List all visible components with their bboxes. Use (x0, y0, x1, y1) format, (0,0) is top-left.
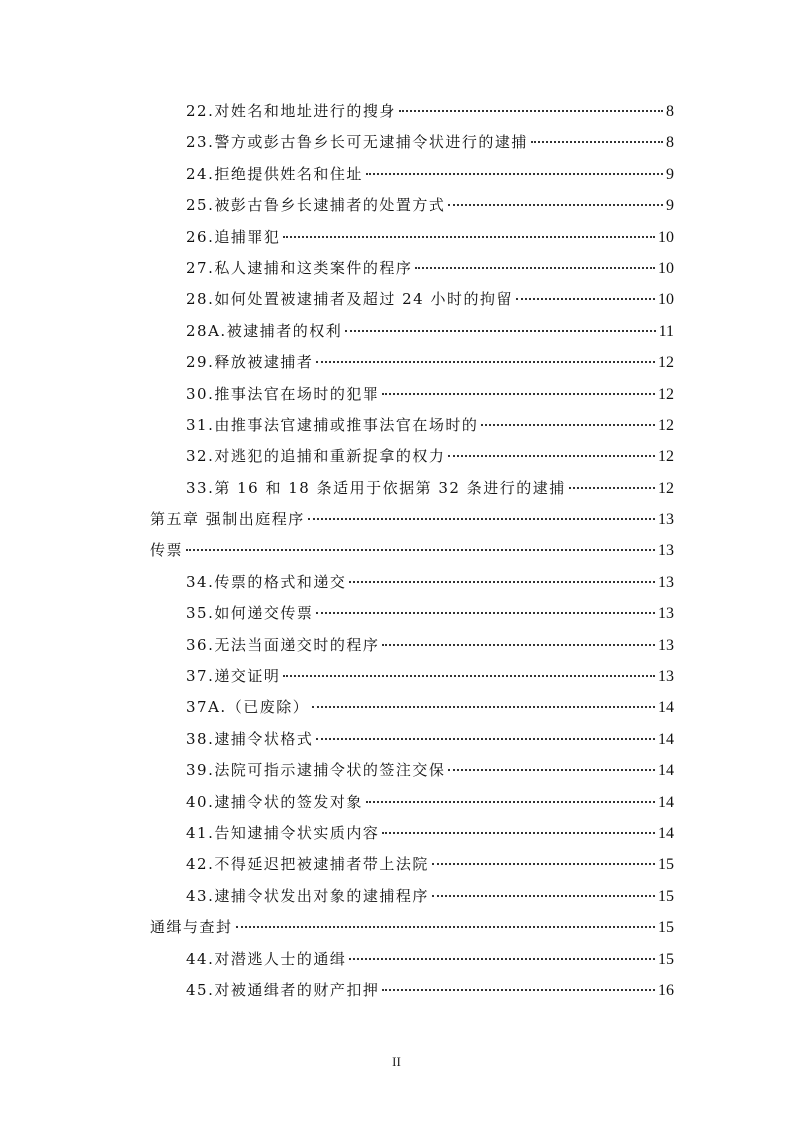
dot-leader (382, 643, 655, 646)
dot-leader (448, 203, 663, 206)
toc-entry[interactable] (150, 379, 674, 410)
dot-leader (569, 486, 655, 489)
toc-entry[interactable] (150, 441, 674, 472)
toc-entry-page: 13 (658, 542, 674, 560)
toc-entry-page: 13 (658, 573, 674, 591)
dot-leader (415, 266, 655, 269)
toc-entry-page: 8 (666, 134, 674, 152)
toc-entry-page: 14 (658, 730, 674, 748)
toc-entry[interactable] (150, 284, 674, 315)
toc-entry-page: 13 (658, 636, 674, 654)
toc-entry-title: 43.逮捕令状发出对象的逮捕程序 (186, 886, 429, 905)
toc-entry[interactable] (150, 630, 674, 661)
dot-leader (316, 611, 655, 614)
toc-entry[interactable] (150, 190, 674, 221)
dot-leader (366, 172, 663, 175)
dot-leader (316, 360, 655, 363)
dot-leader (345, 329, 655, 332)
toc-entry[interactable] (150, 222, 674, 253)
toc-entry-page: 12 (658, 448, 674, 466)
toc-entry-page: 15 (658, 856, 674, 874)
toc-entry-page: 14 (658, 762, 674, 780)
toc-entry-page: 10 (658, 291, 674, 309)
toc-entry-title: 22.对姓名和地址进行的搜身 (186, 102, 396, 120)
toc-entry-page: 15 (658, 887, 674, 905)
toc-entry-title: 29.释放被逮捕者 (186, 353, 314, 372)
toc-entry-title: 44.对潜逃人士的通缉 (186, 949, 347, 968)
toc-entry[interactable] (150, 724, 674, 755)
dot-leader (308, 517, 655, 520)
dot-leader (448, 768, 655, 771)
dot-leader (316, 737, 655, 740)
toc-entry-page: 13 (658, 511, 674, 529)
dot-leader (382, 988, 655, 991)
toc-entry-title: 23.警方或彭古鲁乡长可无逮捕令状进行的逮捕 (186, 133, 528, 152)
toc-entry-page: 9 (666, 165, 674, 183)
toc-entry-title: 36.无法当面递交时的程序 (186, 635, 380, 654)
toc-entry-page: 8 (666, 103, 674, 120)
toc-entry-title: 45.对被通缉者的财产扣押 (186, 980, 380, 999)
toc-entry[interactable] (150, 787, 674, 818)
dot-leader (531, 140, 663, 143)
toc-entry-title: 42.不得延迟把被逮捕者带上法院 (186, 855, 429, 874)
toc-entry-page: 10 (658, 228, 674, 246)
toc-entry-page: 14 (658, 699, 674, 717)
toc-entry[interactable] (150, 755, 674, 786)
dot-leader (432, 894, 655, 897)
toc-entry-title: 38.逮捕令状格式 (186, 729, 314, 748)
page-number: II (392, 1054, 401, 1069)
toc-entry[interactable] (150, 347, 674, 378)
toc-entry-page: 12 (658, 354, 674, 372)
toc-entry-page: 16 (658, 981, 674, 999)
toc-entry-title: 32.对逃犯的追捕和重新捉拿的权力 (186, 447, 446, 466)
toc-entry-title: 26.追捕罪犯 (186, 227, 281, 246)
toc-entry[interactable] (150, 944, 674, 975)
dot-leader (516, 297, 655, 300)
toc-entry-title: 31.由推事法官逮捕或推事法官在场时的 (186, 415, 479, 434)
dot-leader (481, 423, 655, 426)
toc-entry[interactable] (150, 96, 674, 127)
dot-leader (382, 831, 655, 834)
dot-leader (186, 548, 655, 551)
toc-entry-page: 13 (658, 668, 674, 686)
toc-entry-title: 35.如何递交传票 (186, 604, 314, 623)
toc-entry-title: 25.被彭古鲁乡长逮捕者的处置方式 (186, 196, 446, 215)
toc-entry-page: 14 (658, 824, 674, 842)
dot-leader (448, 454, 655, 457)
toc-entry[interactable] (150, 818, 674, 849)
toc-entry-page: 13 (658, 605, 674, 623)
toc-entry-title: 33.第 16 和 18 条适用于依据第 32 条进行的逮捕 (186, 478, 566, 497)
toc-entry-title: 37A.（已废除） (186, 698, 310, 717)
dot-leader (236, 925, 655, 928)
toc-entry-title: 27.私人逮捕和这类案件的程序 (186, 258, 413, 277)
toc-entry[interactable] (150, 253, 674, 284)
toc-entry-title: 34.传票的格式和递交 (186, 572, 347, 591)
table-of-contents (150, 96, 674, 1006)
toc-entry-page: 10 (658, 259, 674, 277)
toc-entry-page: 9 (666, 197, 674, 215)
toc-entry-title: 37.递交证明 (186, 667, 281, 686)
toc-entry-title: 28.如何处置被逮捕者及超过 24 小时的拘留 (186, 290, 513, 309)
toc-entry-title: 41.告知逮捕令状实质内容 (186, 823, 380, 842)
toc-entry-title: 传票 (150, 541, 184, 560)
toc-entry[interactable] (150, 692, 674, 723)
toc-entry-page: 14 (658, 793, 674, 811)
toc-entry[interactable] (150, 127, 674, 158)
toc-entry-page: 12 (658, 416, 674, 434)
toc-entry[interactable] (150, 535, 674, 566)
toc-entry-page: 15 (658, 950, 674, 968)
toc-entry-title: 第五章 强制出庭程序 (150, 510, 305, 529)
toc-entry[interactable] (150, 504, 674, 535)
toc-entry-page: 15 (658, 919, 674, 937)
dot-leader (312, 705, 655, 708)
toc-entry-page: 12 (658, 385, 674, 403)
toc-entry-page: 12 (658, 479, 674, 497)
toc-entry-title: 30.推事法官在场时的犯罪 (186, 384, 380, 403)
toc-entry[interactable] (150, 567, 674, 598)
toc-entry-title: 24.拒绝提供姓名和住址 (186, 164, 363, 183)
toc-entry[interactable] (150, 661, 674, 692)
toc-entry[interactable] (150, 881, 674, 912)
toc-entry[interactable] (150, 159, 674, 190)
dot-leader (349, 957, 655, 960)
dot-leader (366, 800, 655, 803)
toc-entry[interactable] (150, 316, 674, 347)
toc-entry-title: 通缉与查封 (150, 918, 233, 937)
toc-entry[interactable] (150, 473, 674, 504)
dot-leader (382, 392, 655, 395)
toc-entry[interactable] (150, 912, 674, 943)
dot-leader (283, 674, 655, 677)
dot-leader (349, 580, 655, 583)
toc-entry[interactable] (150, 598, 674, 629)
toc-entry-title: 28A.被逮捕者的权利 (186, 321, 343, 340)
toc-entry[interactable] (150, 849, 674, 880)
toc-entry-page: 11 (658, 322, 674, 340)
dot-leader (432, 862, 655, 865)
dot-leader (399, 109, 663, 112)
toc-entry[interactable] (150, 975, 674, 1006)
toc-entry-title: 40.逮捕令状的签发对象 (186, 792, 363, 811)
toc-entry-title: 39.法院可指示逮捕令状的签注交保 (186, 761, 446, 780)
dot-leader (283, 235, 655, 238)
toc-entry[interactable] (150, 410, 674, 441)
